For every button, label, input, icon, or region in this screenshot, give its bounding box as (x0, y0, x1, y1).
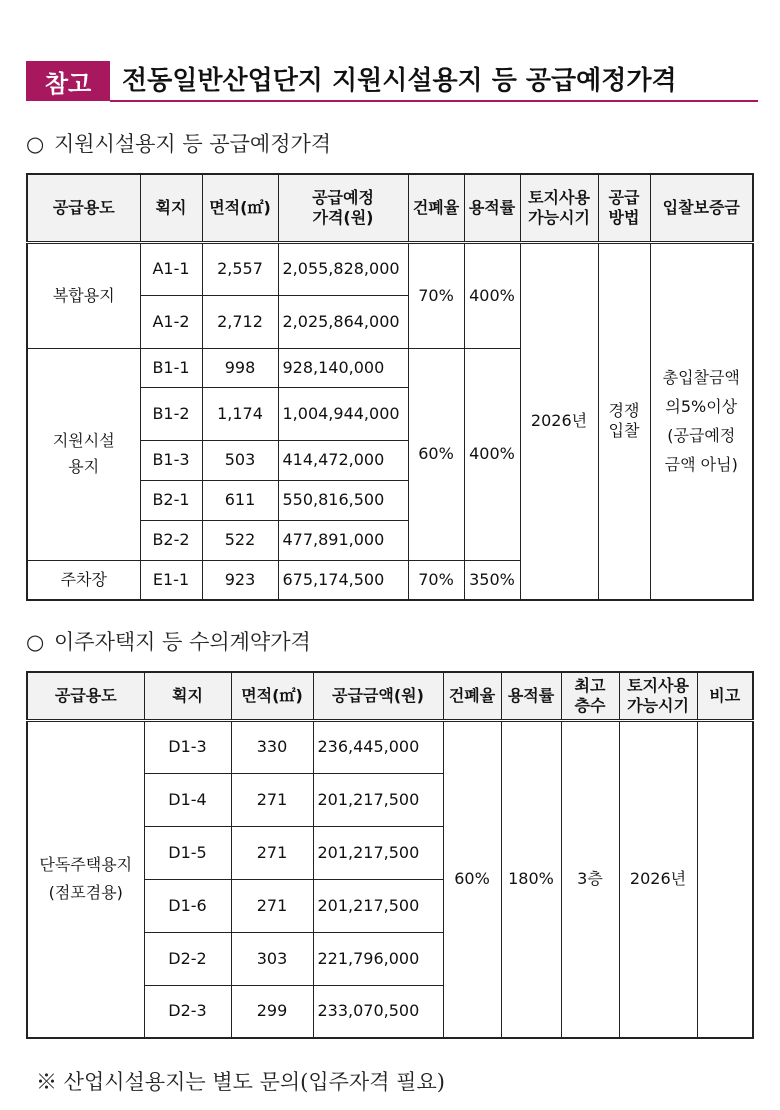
area-cell: 271 (231, 826, 313, 879)
coverage-cell: 60% (408, 348, 464, 560)
section2-title (26, 628, 311, 656)
lot-cell: D2-3 (144, 985, 231, 1038)
header-lot: 획지 (140, 174, 202, 242)
lot-cell: B1-3 (140, 440, 202, 480)
use-time-cell: 2026년 (619, 720, 697, 1038)
lot-cell: D1-6 (144, 879, 231, 932)
far-cell: 180% (501, 720, 561, 1038)
coverage-cell: 70% (408, 242, 464, 348)
header-use: 공급용도 (27, 672, 144, 720)
area-cell: 330 (231, 720, 313, 773)
use-cell: 주차장 (27, 560, 140, 600)
lot-cell: B2-1 (140, 480, 202, 520)
lot-cell: D1-4 (144, 773, 231, 826)
header-coverage: 건폐율 (443, 672, 501, 720)
support-facility-price-table (26, 173, 754, 601)
area-cell: 923 (202, 560, 278, 600)
lot-cell: D1-3 (144, 720, 231, 773)
header-price: 공급예정 가격(원) (278, 174, 408, 242)
header-note: 비고 (697, 672, 753, 720)
section2-title-text: 이주자택지 등 수의계약가격 (54, 630, 311, 654)
header-coverage: 건폐율 (408, 174, 464, 242)
use-time-cell: 2026년 (520, 242, 598, 600)
area-cell: 271 (231, 773, 313, 826)
lot-cell: A1-2 (140, 295, 202, 348)
table-header-row (27, 672, 753, 720)
price-cell: 550,816,500 (278, 480, 408, 520)
area-cell: 2,712 (202, 295, 278, 348)
coverage-cell: 60% (443, 720, 501, 1038)
price-cell: 201,217,500 (313, 773, 443, 826)
header-far: 용적률 (501, 672, 561, 720)
note-cell (697, 720, 753, 1038)
header-price: 공급금액(원) (313, 672, 443, 720)
circle-bullet-icon: ○ (26, 630, 45, 654)
area-cell: 2,557 (202, 242, 278, 295)
header-deposit: 입찰보증금 (650, 174, 753, 242)
header-lot: 획지 (144, 672, 231, 720)
area-cell: 299 (231, 985, 313, 1038)
header-floors: 최고 층수 (561, 672, 619, 720)
resettlement-lot-price-table (26, 671, 754, 1039)
table-row (27, 242, 753, 295)
header-area: 면적(㎡) (202, 174, 278, 242)
price-cell: 236,445,000 (313, 720, 443, 773)
footnote: ※ 산업시설용지는 별도 문의(입주자격 필요) (36, 1070, 445, 1094)
far-cell: 400% (464, 242, 520, 348)
floors-cell: 3층 (561, 720, 619, 1038)
price-cell: 2,025,864,000 (278, 295, 408, 348)
header-use: 공급용도 (27, 174, 140, 242)
header-use-time: 토지사용 가능시기 (520, 174, 598, 242)
price-cell: 201,217,500 (313, 826, 443, 879)
circle-bullet-icon: ○ (26, 132, 45, 156)
reference-badge: 참고 (26, 61, 110, 101)
price-cell: 201,217,500 (313, 879, 443, 932)
lot-cell: E1-1 (140, 560, 202, 600)
use-cell: 지원시설 용지 (27, 348, 140, 560)
area-cell: 998 (202, 348, 278, 387)
lot-cell: A1-1 (140, 242, 202, 295)
area-cell: 522 (202, 520, 278, 560)
page-header (26, 60, 758, 104)
table-row (27, 720, 753, 773)
use-cell: 복합용지 (27, 242, 140, 348)
lot-cell: B2-2 (140, 520, 202, 560)
price-cell: 414,472,000 (278, 440, 408, 480)
coverage-cell: 70% (408, 560, 464, 600)
price-cell: 233,070,500 (313, 985, 443, 1038)
page-title: 전동일반산업단지 지원시설용지 등 공급예정가격 (122, 66, 677, 96)
header-method: 공급 방법 (598, 174, 650, 242)
deposit-cell: 총입찰금액 의5%이상 (공급예정 금액 아님) (650, 242, 753, 600)
price-cell: 221,796,000 (313, 932, 443, 985)
header-underline (110, 100, 758, 102)
area-cell: 611 (202, 480, 278, 520)
area-cell: 271 (231, 879, 313, 932)
section1-title-text: 지원시설용지 등 공급예정가격 (54, 132, 332, 156)
price-cell: 928,140,000 (278, 348, 408, 387)
method-cell: 경쟁 입찰 (598, 242, 650, 600)
price-cell: 1,004,944,000 (278, 387, 408, 440)
far-cell: 400% (464, 348, 520, 560)
lot-cell: B1-2 (140, 387, 202, 440)
area-cell: 1,174 (202, 387, 278, 440)
area-cell: 503 (202, 440, 278, 480)
header-far: 용적률 (464, 174, 520, 242)
far-cell: 350% (464, 560, 520, 600)
price-cell: 477,891,000 (278, 520, 408, 560)
lot-cell: D1-5 (144, 826, 231, 879)
lot-cell: B1-1 (140, 348, 202, 387)
table-header-row (27, 174, 753, 242)
lot-cell: D2-2 (144, 932, 231, 985)
price-cell: 675,174,500 (278, 560, 408, 600)
header-use-time: 토지사용 가능시기 (619, 672, 697, 720)
section1-title (26, 130, 331, 158)
header-area: 면적(㎡) (231, 672, 313, 720)
area-cell: 303 (231, 932, 313, 985)
use-cell: 단독주택용지 (점포겸용) (27, 720, 144, 1038)
price-cell: 2,055,828,000 (278, 242, 408, 295)
